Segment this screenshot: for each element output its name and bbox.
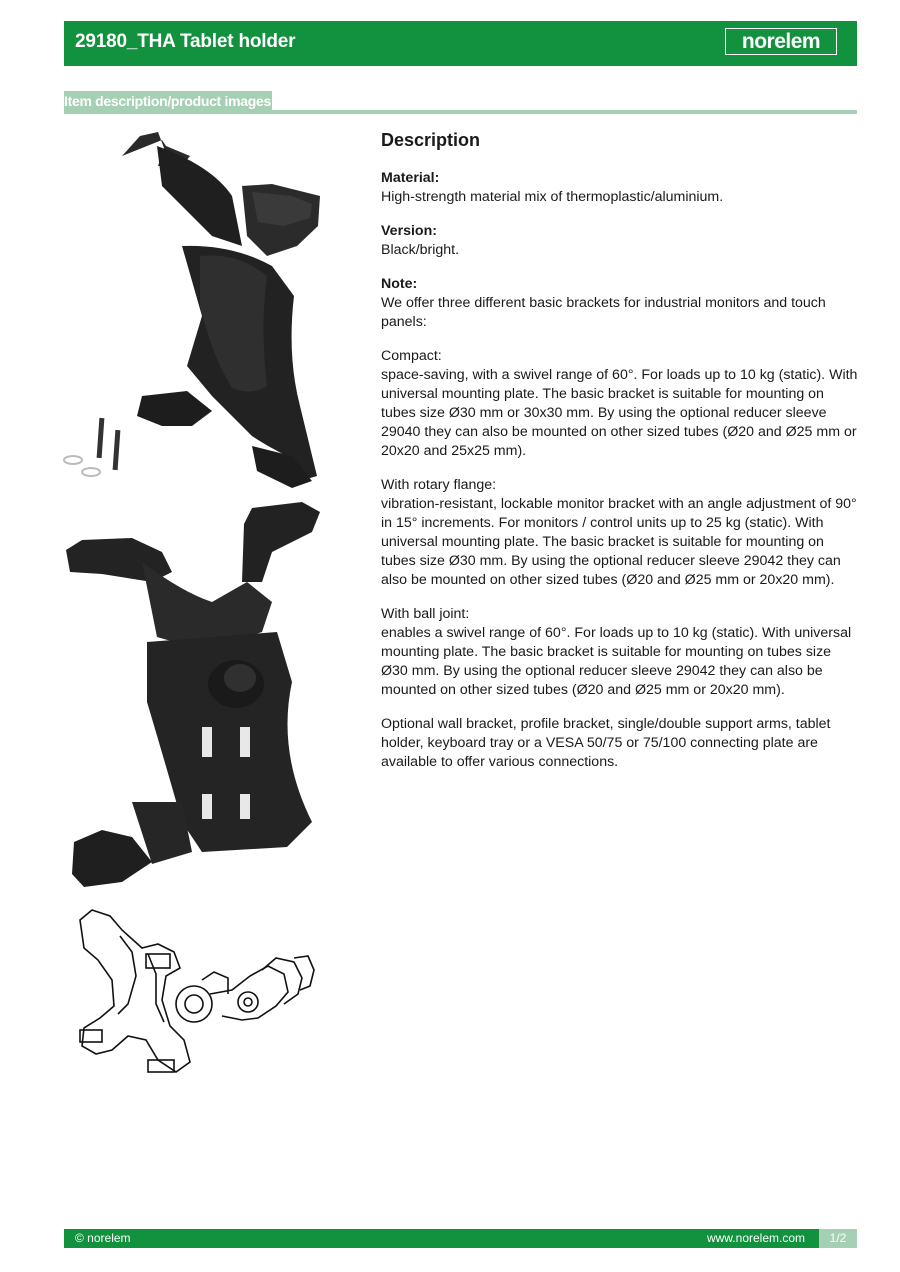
description-panel [381, 128, 861, 787]
page-number: 1/2 [819, 1229, 857, 1248]
version-label: Version: [381, 223, 437, 239]
note-label: Note: [381, 276, 418, 292]
note-block [381, 275, 861, 332]
note-text: We offer three different basic brackets for industrial monitors and touch panels: [381, 295, 826, 330]
product-image-angled [62, 126, 324, 496]
rotary-title: With rotary flange: [381, 477, 497, 493]
page-title: 29180_THA Tablet holder [75, 31, 296, 52]
ball-block [381, 605, 861, 700]
product-image-rear [62, 502, 324, 894]
compact-title: Compact: [381, 348, 442, 364]
version-block [381, 222, 861, 260]
page-footer [64, 1229, 857, 1248]
page-header [64, 21, 857, 66]
description-heading: Description [381, 130, 481, 150]
compact-block [381, 347, 861, 461]
material-block [381, 169, 861, 207]
footer-copyright: © norelem [75, 1231, 131, 1245]
norelem-logo [725, 28, 837, 55]
ball-text: enables a swivel range of 60°. For loads up to 10 kg (static). With universal mounting plate. The basic bracket is suitable for mounting on tubes size Ø30 mm. By using the optional reducer sleeve 29042 they can also be mounted on other sized tubes (Ø20 and Ø25 mm or 20x20 mm). [381, 625, 852, 698]
version-text: Black/bright. [381, 242, 460, 258]
ball-title: With ball joint: [381, 606, 470, 622]
optional-block [381, 715, 861, 772]
optional-text: Optional wall bracket, profile bracket, single/double support arms, tablet holder, keyboard tray or a VESA 50/75 or 75/100 connecting plate are available to offer various connections. [381, 716, 831, 770]
footer-website-link[interactable]: www.norelem.com [706, 1231, 805, 1245]
material-label: Material: [381, 170, 440, 186]
rotary-block [381, 476, 861, 590]
section-label: Item description/product images [64, 91, 272, 112]
compact-text: space-saving, with a swivel range of 60°. For loads up to 10 kg (static). With universal mounting plate. The basic bracket is suitable for mounting on tubes size Ø30 mm or 30x30 mm. By using the optional reducer sleeve 29040 they can also be mounted on other sized tubes (Ø20 and Ø25 mm or 20x20 and 25x25 mm). [381, 367, 858, 459]
material-text: High-strength material mix of thermoplastic/aluminium. [381, 189, 724, 205]
logo-text: norelem [741, 30, 821, 53]
product-image-drawing [62, 900, 324, 1106]
rotary-text: vibration-resistant, lockable monitor bracket with an angle adjustment of 90° in 15° increments. For monitors / control units up to 25 kg (static). With universal mounting plate. The basic bracket is suitable for mounting on tubes size Ø30 mm. By using the optional reducer sleeve 29042 they can also be mounted on other sized tubes (Ø20 and Ø25 mm or 20x20 mm). [381, 496, 857, 588]
